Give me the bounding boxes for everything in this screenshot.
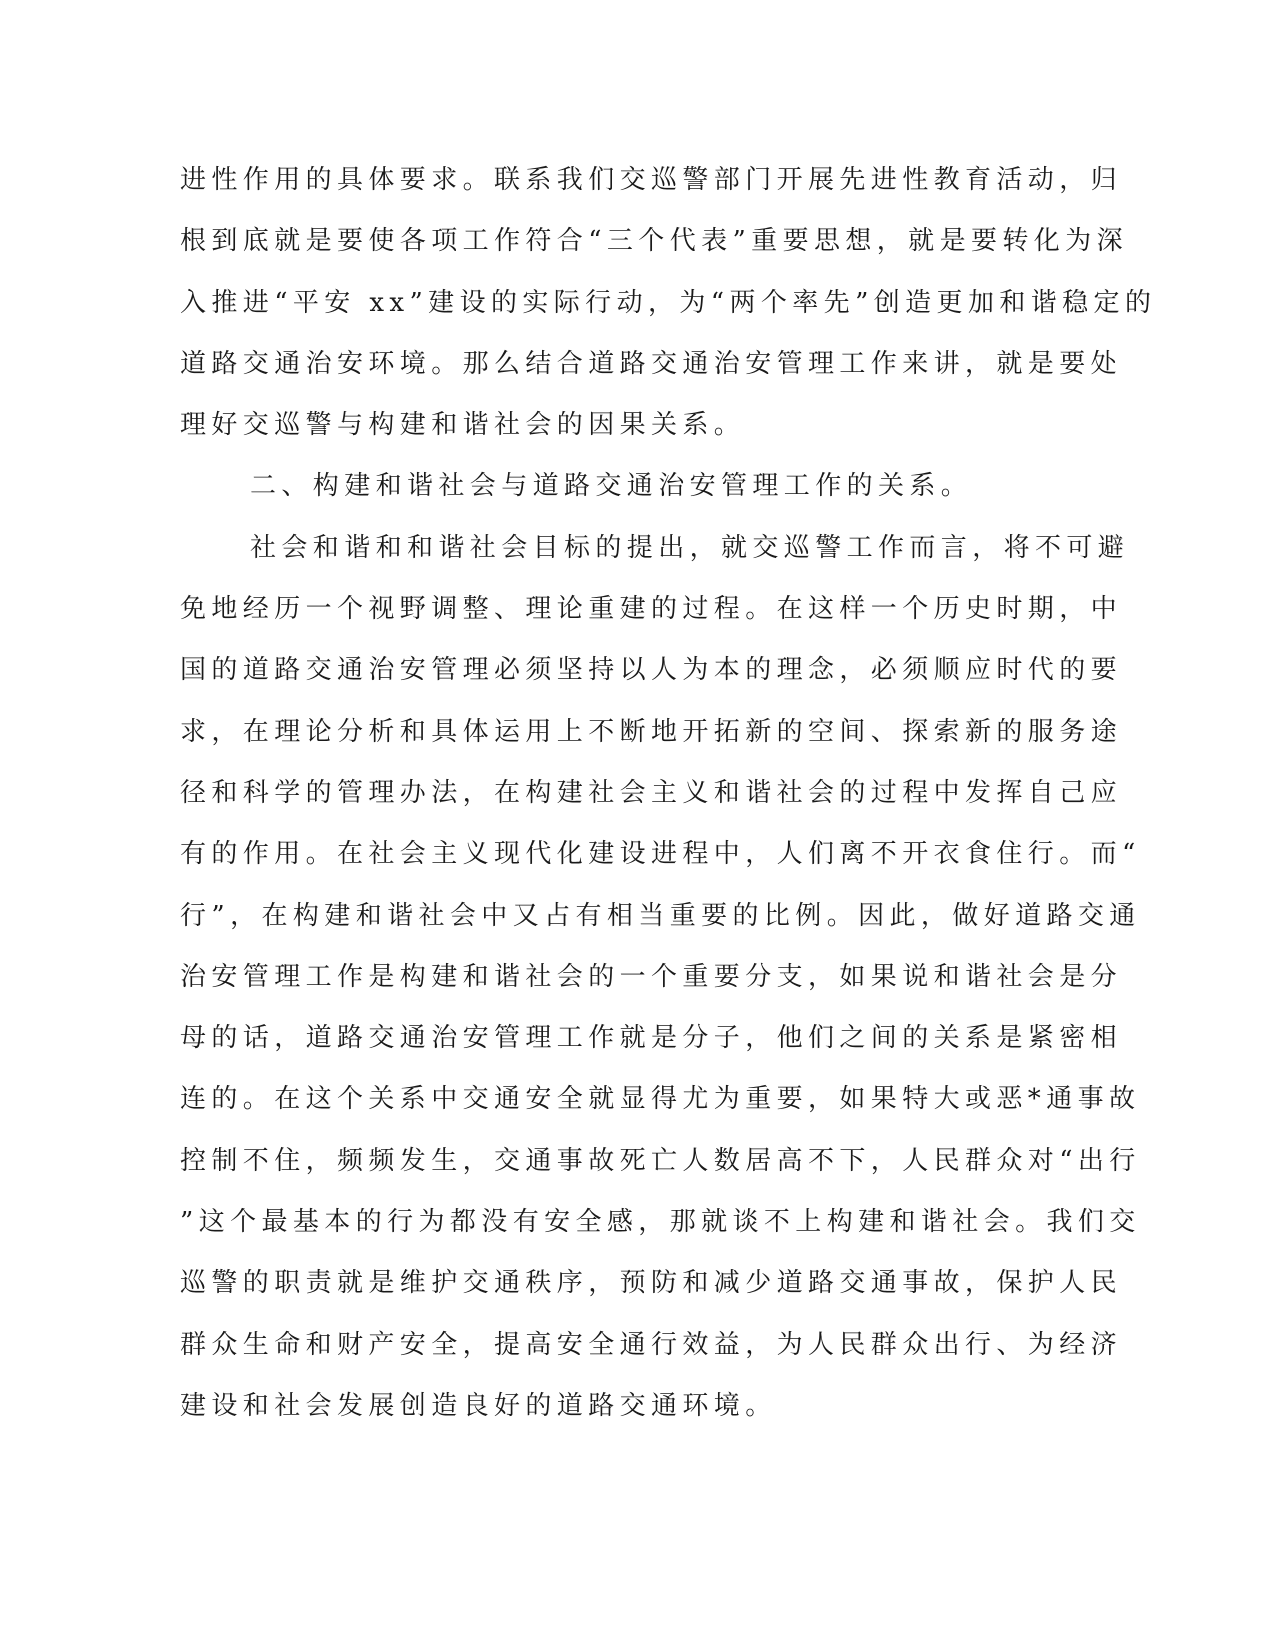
text-line: 巡警的职责就是维护交通秩序，预防和减少道路交通事故，保护人民	[180, 1268, 1123, 1299]
text-line: 径和科学的管理办法，在构建社会主义和谐社会的过程中发挥自己应	[180, 777, 1123, 808]
text-line: 行”，在构建和谐社会中又占有相当重要的比例。因此，做好道路交通	[180, 900, 1141, 931]
text-line: ”这个最基本的行为都没有安全感，那就谈不上构建和谐社会。我们交	[180, 1207, 1141, 1238]
text-line: 建设和社会发展创造良好的道路交通环境。	[180, 1390, 777, 1421]
paragraph-first-line: 社会和谐和和谐社会目标的提出，就交巡警工作而言，将不可避	[250, 532, 1130, 563]
body-text	[180, 150, 1157, 1437]
text-line: 国的道路交通治安管理必须坚持以人为本的理念，必须顺应时代的要	[180, 655, 1123, 686]
text-line: 有的作用。在社会主义现代化建设进程中，人们离不开衣食住行。而“	[180, 839, 1141, 870]
text-line: 求，在理论分析和具体运用上不断地开拓新的空间、探索新的服务途	[180, 716, 1123, 747]
text-line: 理好交巡警与构建和谐社会的因果关系。	[180, 410, 746, 441]
text-line: 免地经历一个视野调整、理论重建的过程。在这样一个历史时期，中	[180, 594, 1123, 625]
text-line: 治安管理工作是构建和谐社会的一个重要分支，如果说和谐社会是分	[180, 961, 1123, 992]
text-line: 群众生命和财产安全，提高安全通行效益，为人民群众出行、为经济	[180, 1329, 1123, 1360]
section-heading: 二、构建和谐社会与道路交通治安管理工作的关系。	[250, 471, 973, 502]
text-line: 控制不住，频频发生，交通事故死亡人数居高不下，人民群众对“出行	[180, 1145, 1141, 1176]
text-line: 进性作用的具体要求。联系我们交巡警部门开展先进性教育活动，归	[180, 165, 1123, 195]
text-line: 母的话，道路交通治安管理工作就是分子，他们之间的关系是紧密相	[180, 1023, 1123, 1054]
text-line: 连的。在这个关系中交通安全就显得尤为重要，如果特大或恶*通事故	[180, 1084, 1141, 1115]
text-line: 道路交通治安环境。那么结合道路交通治安管理工作来讲，就是要处	[180, 348, 1123, 379]
text-line: 根到底就是要使各项工作符合“三个代表”重要思想，就是要转化为深	[180, 226, 1128, 257]
text-line: 入推进“平安 xx”建设的实际行动，为“两个率先”创造更加和谐稳定的	[180, 287, 1157, 318]
